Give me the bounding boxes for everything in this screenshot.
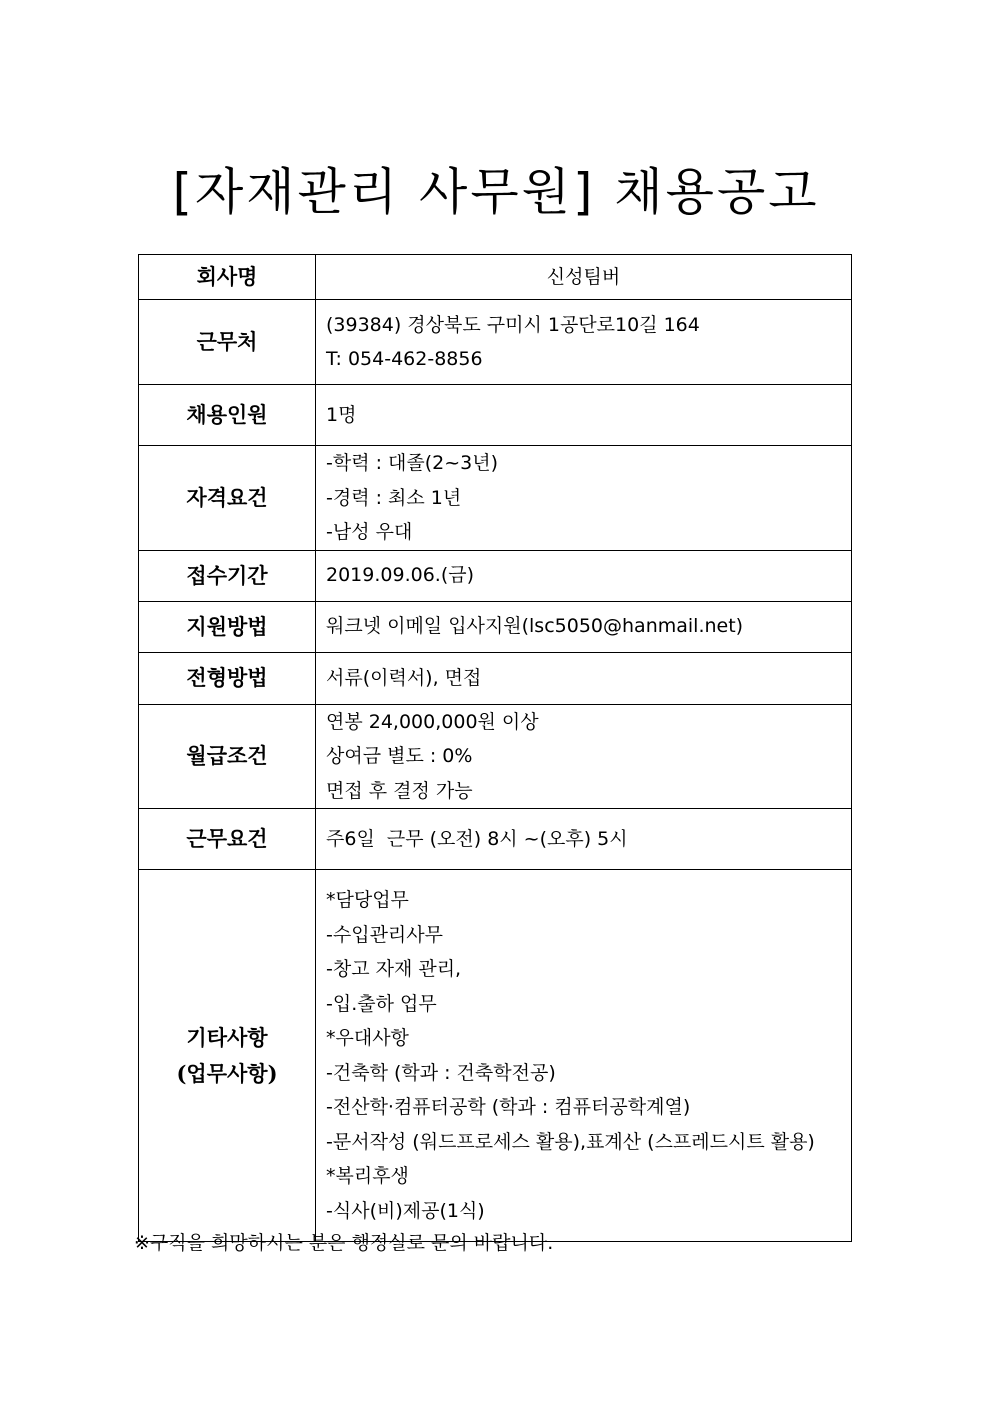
value-company: 신성팀버 [316, 255, 852, 300]
table-row-selection [139, 652, 852, 704]
qualification-line: -남성 우대 [326, 521, 413, 543]
table-row-workplace [139, 300, 852, 385]
etc-line: *우대사항 [326, 1027, 409, 1049]
qualification-line: -학력 : 대졸(2~3년) [326, 452, 499, 474]
etc-line: *복리후생 [326, 1165, 409, 1187]
table-row-headcount [139, 385, 852, 446]
table-row-etc [139, 870, 852, 1242]
job-posting-table [138, 254, 852, 1242]
salary-line: 연봉 24,000,000원 이상 [326, 710, 539, 733]
value-hours: 주6일 근무 (오전) 8시 ~(오후) 5시 [316, 809, 852, 870]
table-row-hours [139, 809, 852, 870]
qualification-line: -경력 : 최소 1년 [326, 486, 462, 509]
etc-line: -창고 자재 관리, [326, 958, 462, 980]
value-period: 2019.09.06.(금) [316, 550, 852, 601]
value-qualification [316, 446, 852, 551]
etc-line: -문서작성 (워드프로세스 활용),표계산 (스프레드시트 활용) [326, 1130, 815, 1153]
label-etc: 기타사항 (업무사항) [139, 870, 316, 1242]
value-salary [316, 704, 852, 809]
label-qualification: 자격요건 [139, 446, 316, 551]
salary-line: 면접 후 결정 가능 [326, 779, 473, 802]
etc-line: -수입관리사무 [326, 923, 443, 946]
etc-line: -건축학 (학과 : 건축학전공) [326, 1061, 556, 1084]
etc-line: -식사(비)제공(1식) [326, 1199, 485, 1222]
label-selection: 전형방법 [139, 652, 316, 704]
table-row-apply-method [139, 601, 852, 652]
value-workplace [316, 300, 852, 385]
table-row-company [139, 255, 852, 300]
value-selection: 서류(이력서), 면접 [316, 652, 852, 704]
etc-line: -입.출하 업무 [326, 992, 437, 1015]
etc-line: -전산학·컴퓨터공학 (학과 : 컴퓨터공학계열) [326, 1096, 691, 1118]
label-period: 접수기간 [139, 550, 316, 601]
label-company: 회사명 [139, 255, 316, 300]
page-title: [자재관리 사무원] 채용공고 [172, 163, 820, 221]
workplace-phone: T: 054-462-8856 [326, 348, 483, 370]
salary-line: 상여금 별도 : 0% [326, 745, 473, 767]
table-row-salary [139, 704, 852, 809]
label-hours: 근무요건 [139, 809, 316, 870]
label-salary: 월급조건 [139, 704, 316, 809]
table-row-qualification [139, 446, 852, 551]
footer-note: ※구직을 희망하시는 분은 행정실로 문의 바랍니다. [134, 1232, 554, 1254]
label-workplace: 근무처 [139, 300, 316, 385]
workplace-address: (39384) 경상북도 구미시 1공단로10길 164 [326, 313, 700, 336]
label-apply-method: 지원방법 [139, 601, 316, 652]
table-row-period [139, 550, 852, 601]
value-headcount: 1명 [316, 385, 852, 446]
etc-line: *담당업무 [326, 889, 409, 911]
label-headcount: 채용인원 [139, 385, 316, 446]
value-etc [316, 870, 852, 1242]
value-apply-method: 워크넷 이메일 입사지원(lsc5050@hanmail.net) [316, 601, 852, 652]
